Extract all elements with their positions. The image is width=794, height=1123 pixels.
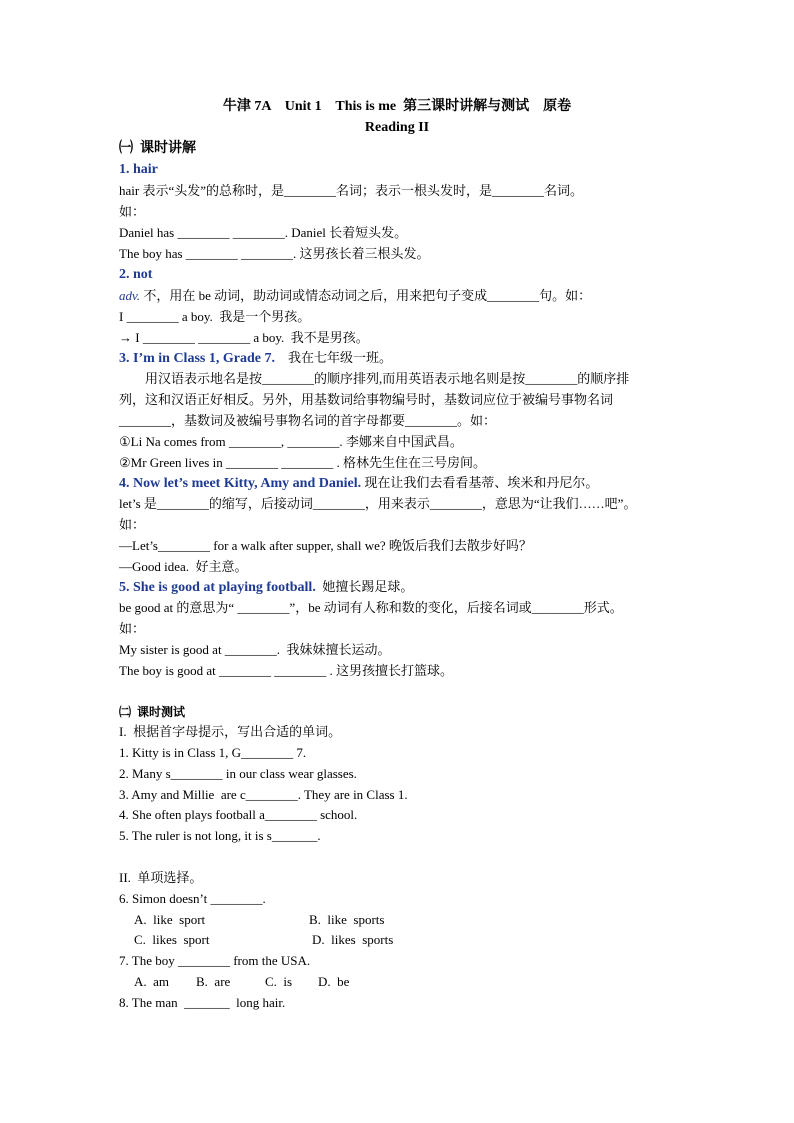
item-1-line: The boy has ________ ________. 这男孩长着三根头发。: [119, 246, 430, 261]
item-5-line: My sister is good at ________. 我妹妹擅长运动。: [119, 642, 391, 657]
item-4-line: 如：: [119, 517, 146, 532]
item-3-line: 用汉语表示地名是按________的顺序排列,而用英语表示地名则是按________的顺序排: [119, 371, 630, 386]
q7-option-d: D. be: [318, 974, 350, 989]
item-5-line: The boy is good at ________ ________ . 这男孩擅长打篮球。: [119, 663, 454, 678]
document-subtitle: Reading II: [364, 120, 430, 135]
part-2-title: II. 单项选择。: [119, 870, 203, 885]
item-4-heading: 4. Now let’s meet Kitty, Amy and Daniel.: [119, 476, 362, 491]
adv-text: 不，用在 be 动词，助动词或情态动词之后，用来把句子变成________句。如：: [140, 288, 592, 303]
item-3-heading-line: [119, 349, 392, 368]
item-4-line: —Let’s________ for a walk after supper, shall we? 晚饭后我们去散步好吗？: [119, 538, 532, 553]
question-4: 4. She often plays football a________ school.: [119, 807, 358, 822]
item-3-line: ________，基数词及被编号事物名词的首字母都要________。如：: [119, 413, 497, 428]
q7-option-a: A. am: [134, 974, 170, 989]
q6-option-c: C. likes sport: [134, 932, 210, 947]
item-4-line: let’s 是________的缩写，后接动词________，用来表示________，意思为“让我们……吧”。: [119, 496, 637, 511]
item-5-heading: 5. She is good at playing football.: [119, 580, 316, 595]
section-2-heading: ㈡ 课时测试: [119, 705, 186, 719]
item-5-line: 如：: [119, 621, 146, 636]
question-1: 1. Kitty is in Class 1, G________ 7.: [119, 745, 307, 760]
item-3-heading-note: 我在七年级一班。: [274, 350, 392, 365]
q7-option-b: B. are: [196, 974, 231, 989]
item-3-line: 列，这和汉语正好相反。另外，用基数词给事物编号时，基数词应位于被编号事物名词: [119, 392, 614, 407]
item-1-line: Daniel has ________ ________. Daniel 长着短头发。: [119, 225, 408, 240]
item-3-line: ②Mr Green lives in ________ ________ . 格林先生住在三号房间。: [119, 455, 486, 470]
item-5-heading-note: 她擅长踢足球。: [315, 579, 414, 594]
question-7: 7. The boy ________ from the USA.: [119, 953, 311, 968]
question-6: 6. Simon doesn’t ________.: [119, 891, 266, 906]
item-4-heading-note: 现在让我们去看看基蒂、埃米和丹尼尔。: [361, 475, 599, 490]
item-3-line: ①Li Na comes from ________, ________. 李娜来自中国武昌。: [119, 434, 463, 449]
adv-label: adv.: [119, 288, 141, 303]
item-2-line: → I ________ ________ a boy. 我不是男孩。: [119, 330, 369, 345]
item-4-line: —Good idea. 好主意。: [119, 559, 248, 574]
document-title: 牛津 7A Unit 1 This is me 第三课时讲解与测试 原卷: [222, 99, 572, 114]
item-2-line: I ________ a boy. 我是一个男孩。: [119, 309, 311, 324]
part-1-title: I. 根据首字母提示，写出合适的单词。: [119, 724, 342, 739]
item-2-heading: 2. not: [119, 267, 153, 282]
item-1-heading: 1. hair: [119, 162, 158, 177]
item-4-heading-line: [119, 474, 598, 493]
item-1-line: hair 表示“头发”的总称时，是________名词；表示一根头发时，是________名词。: [119, 183, 584, 198]
question-8: 8. The man _______ long hair.: [119, 995, 286, 1010]
q6-option-d: D. likes sports: [312, 932, 394, 947]
item-3-heading: 3. I’m in Class 1, Grade 7.: [119, 351, 275, 366]
question-3: 3. Amy and Millie are c________. They are in Class 1.: [119, 787, 408, 802]
q6-option-a: A. like sport: [134, 912, 206, 927]
q7-option-c: C. is: [265, 974, 293, 989]
item-5-heading-line: [119, 578, 413, 597]
question-5: 5. The ruler is not long, it is s_______.: [119, 828, 321, 843]
section-1-heading: ㈠ 课时讲解: [119, 141, 196, 156]
item-5-line: be good at 的意思为“ ________”，be 动词有人称和数的变化，后接名词或________形式。: [119, 600, 623, 615]
item-2-adv-line: [119, 287, 591, 305]
item-1-line: 如：: [119, 204, 146, 219]
question-2: 2. Many s________ in our class wear glasses.: [119, 766, 357, 781]
q6-option-b: B. like sports: [309, 912, 385, 927]
